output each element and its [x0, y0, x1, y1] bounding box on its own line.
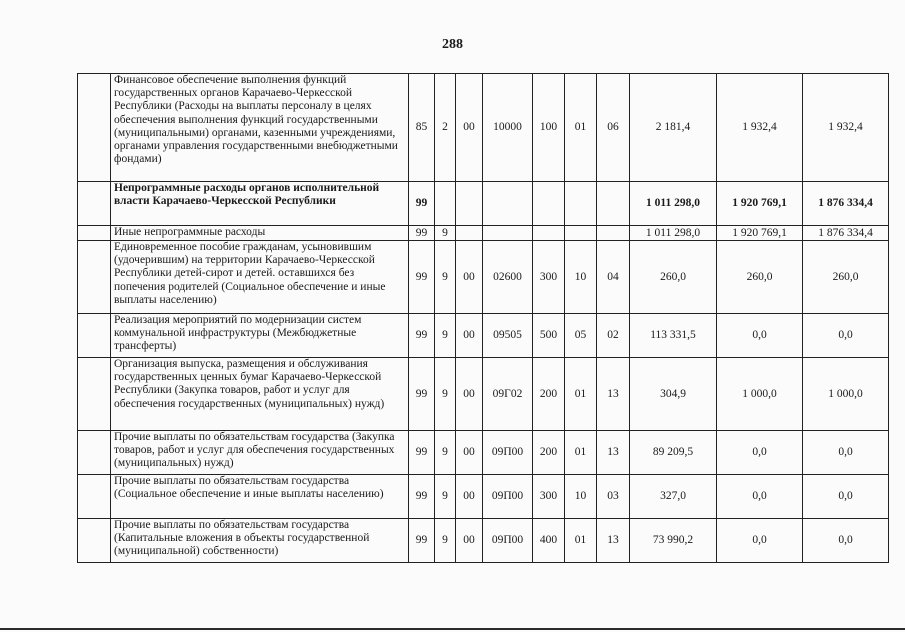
program-code-cell: 99 [409, 226, 435, 241]
expense-name-cell: Прочие выплаты по обязательствам государства (Капитальные вложения в объекты государственной (муниципальной) собственности) [111, 519, 409, 563]
expense-name-cell: Единовременное пособие гражданам, усыновившим (удочерившим) на территории Карачаево-Черкесской Республики детей-сирот и детей. оставшихся без попечения родителей (Социальное обеспечение и иные выплаты населению) [111, 241, 409, 314]
amount-year-2-cell: 1 932,4 [717, 74, 803, 182]
amount-year-2-cell: 0,0 [717, 314, 803, 358]
expense-type-cell: 100 [533, 74, 565, 182]
amount-year-3-cell: 0,0 [803, 519, 889, 563]
amount-year-3-cell: 0,0 [803, 475, 889, 519]
row-index-cell [78, 519, 111, 563]
expense-type-cell: 200 [533, 358, 565, 431]
direction-code-cell: 00 [456, 475, 483, 519]
expense-name-cell: Непрограммные расходы органов исполнительной власти Карачаево-Черкесской Республики [111, 182, 409, 226]
subprogram-code-cell: 9 [435, 358, 456, 431]
subprogram-code-cell: 9 [435, 519, 456, 563]
table-row [78, 226, 889, 241]
amount-year-3-cell: 1 000,0 [803, 358, 889, 431]
direction-code-cell: 00 [456, 241, 483, 314]
section-cell: 01 [565, 74, 597, 182]
section-cell: 01 [565, 431, 597, 475]
amount-year-3-cell: 0,0 [803, 431, 889, 475]
page-number: 288 [442, 37, 463, 52]
amount-year-1-cell: 1 011 298,0 [630, 226, 717, 241]
direction-code-cell: 00 [456, 431, 483, 475]
expense-name-cell: Прочие выплаты по обязательствам государства (Закупка товаров, работ и услуг для обеспечения государственных (муниципальных) нужд) [111, 431, 409, 475]
direction-code-cell: 00 [456, 519, 483, 563]
amount-year-1-cell: 73 990,2 [630, 519, 717, 563]
expense-type-cell: 300 [533, 475, 565, 519]
subsection-cell: 06 [597, 74, 630, 182]
row-index-cell [78, 241, 111, 314]
program-code-cell: 99 [409, 314, 435, 358]
subprogram-code-cell: 9 [435, 226, 456, 241]
amount-year-2-cell: 260,0 [717, 241, 803, 314]
amount-year-1-cell: 1 011 298,0 [630, 182, 717, 226]
table-row [78, 431, 889, 475]
amount-year-1-cell: 304,9 [630, 358, 717, 431]
expense-code-cell: 09П00 [483, 431, 533, 475]
expense-type-cell: 500 [533, 314, 565, 358]
subsection-cell: 13 [597, 358, 630, 431]
row-index-cell [78, 182, 111, 226]
bottom-rule [0, 628, 905, 630]
direction-code-cell [456, 226, 483, 241]
amount-year-3-cell: 1 876 334,4 [803, 182, 889, 226]
row-index-cell [78, 358, 111, 431]
expense-code-cell [483, 226, 533, 241]
section-cell: 01 [565, 519, 597, 563]
expense-type-cell: 200 [533, 431, 565, 475]
budget-table [77, 73, 889, 563]
table-row [78, 358, 889, 431]
program-code-cell: 99 [409, 241, 435, 314]
table-row [78, 475, 889, 519]
row-index-cell [78, 475, 111, 519]
expense-type-cell: 400 [533, 519, 565, 563]
expense-code-cell: 09П00 [483, 475, 533, 519]
direction-code-cell: 00 [456, 74, 483, 182]
row-index-cell [78, 314, 111, 358]
amount-year-3-cell: 1 876 334,4 [803, 226, 889, 241]
table-row [78, 74, 889, 182]
expense-code-cell: 09Г02 [483, 358, 533, 431]
subsection-cell: 13 [597, 519, 630, 563]
program-code-cell: 85 [409, 74, 435, 182]
expense-code-cell: 10000 [483, 74, 533, 182]
expense-code-cell: 02600 [483, 241, 533, 314]
subprogram-code-cell [435, 182, 456, 226]
amount-year-2-cell: 0,0 [717, 519, 803, 563]
subprogram-code-cell: 9 [435, 431, 456, 475]
table-row [78, 182, 889, 226]
amount-year-1-cell: 327,0 [630, 475, 717, 519]
subsection-cell: 04 [597, 241, 630, 314]
table-row [78, 241, 889, 314]
subsection-cell: 13 [597, 431, 630, 475]
expense-name-cell: Иные непрограммные расходы [111, 226, 409, 241]
amount-year-1-cell: 260,0 [630, 241, 717, 314]
program-code-cell: 99 [409, 431, 435, 475]
expense-type-cell [533, 226, 565, 241]
amount-year-2-cell: 1 920 769,1 [717, 182, 803, 226]
table-row [78, 519, 889, 563]
subsection-cell: 02 [597, 314, 630, 358]
subprogram-code-cell: 9 [435, 241, 456, 314]
expense-name-cell: Прочие выплаты по обязательствам государства (Социальное обеспечение и иные выплаты населению) [111, 475, 409, 519]
amount-year-3-cell: 1 932,4 [803, 74, 889, 182]
expense-code-cell: 09505 [483, 314, 533, 358]
subsection-cell [597, 226, 630, 241]
amount-year-1-cell: 89 209,5 [630, 431, 717, 475]
amount-year-2-cell: 1 920 769,1 [717, 226, 803, 241]
direction-code-cell: 00 [456, 358, 483, 431]
section-cell: 01 [565, 358, 597, 431]
program-code-cell: 99 [409, 358, 435, 431]
table-row [78, 314, 889, 358]
section-cell [565, 226, 597, 241]
expense-type-cell: 300 [533, 241, 565, 314]
program-code-cell: 99 [409, 182, 435, 226]
row-index-cell [78, 74, 111, 182]
row-index-cell [78, 226, 111, 241]
row-index-cell [78, 431, 111, 475]
subsection-cell: 03 [597, 475, 630, 519]
expense-code-cell [483, 182, 533, 226]
section-cell: 10 [565, 241, 597, 314]
program-code-cell: 99 [409, 475, 435, 519]
subprogram-code-cell: 2 [435, 74, 456, 182]
expense-name-cell: Организация выпуска, размещения и обслуживания государственных ценных бумаг Карачаево-Черкесской Республики (Закупка товаров, работ и услуг для обеспечения государственных (муниципальных) нужд) [111, 358, 409, 431]
direction-code-cell [456, 182, 483, 226]
expense-type-cell [533, 182, 565, 226]
amount-year-1-cell: 2 181,4 [630, 74, 717, 182]
subsection-cell [597, 182, 630, 226]
program-code-cell: 99 [409, 519, 435, 563]
expense-name-cell: Реализация мероприятий по модернизации систем коммунальной инфраструктуры (Межбюджетные трансферты) [111, 314, 409, 358]
section-cell [565, 182, 597, 226]
amount-year-3-cell: 260,0 [803, 241, 889, 314]
amount-year-1-cell: 113 331,5 [630, 314, 717, 358]
direction-code-cell: 00 [456, 314, 483, 358]
amount-year-2-cell: 1 000,0 [717, 358, 803, 431]
amount-year-3-cell: 0,0 [803, 314, 889, 358]
expense-code-cell: 09П00 [483, 519, 533, 563]
subprogram-code-cell: 9 [435, 314, 456, 358]
section-cell: 10 [565, 475, 597, 519]
subprogram-code-cell: 9 [435, 475, 456, 519]
amount-year-2-cell: 0,0 [717, 431, 803, 475]
expense-name-cell: Финансовое обеспечение выполнения функций государственных органов Карачаево-Черкесской Республики (Расходы на выплаты персоналу в целях обеспечения выполнения функций государственными (муниципальными) органами, казенными учреждениями, органами управления государственными внебюджетными фондами) [111, 74, 409, 182]
amount-year-2-cell: 0,0 [717, 475, 803, 519]
section-cell: 05 [565, 314, 597, 358]
